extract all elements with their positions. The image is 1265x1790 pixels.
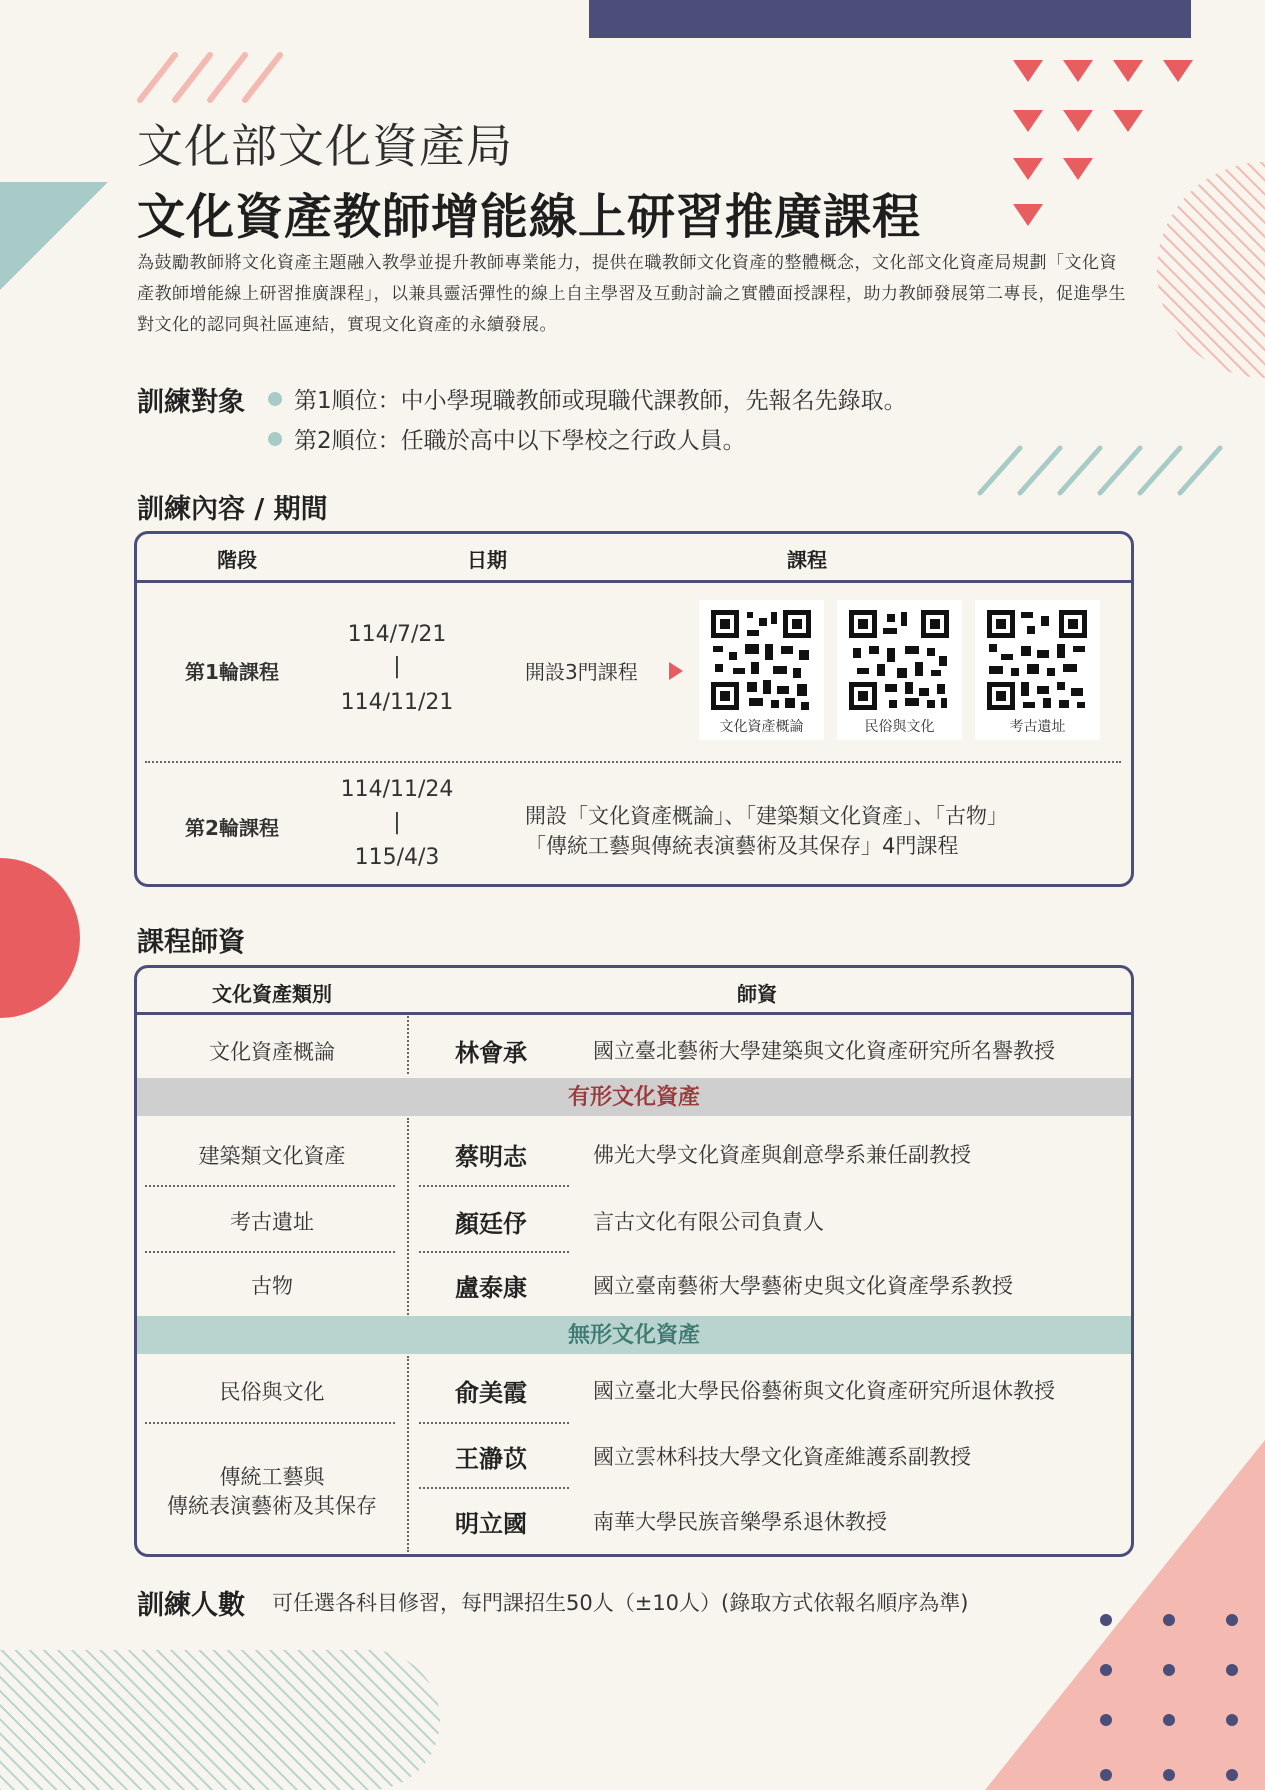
- stage-2-start-date: 114/11/24: [340, 777, 454, 802]
- column-divider: [407, 1356, 409, 1552]
- teacher-affiliation: 佛光大學文化資產與創意學系兼任副教授: [593, 1143, 971, 1167]
- pink-stripes-decoration: [130, 40, 300, 110]
- intro-paragraph: 為鼓勵教師將文化資產主題融入教學並提升教師專業能力，提供在職教師文化資產的整體概念，文化部文化資產局規劃「文化資產教師增能線上研習推廣課程」，以兼具靈活彈性的線上自主學習及互動討論之實體面授課程，助力教師發展第二專長，促進學生對文化的認同與社區連結，實現文化資產的永續發展。: [137, 253, 1126, 335]
- bullet-dot: [268, 392, 282, 406]
- teacher-affiliation: 南華大學民族音樂學系退休教授: [593, 1510, 887, 1534]
- stage-1-label: 第1輪課程: [185, 660, 279, 684]
- stage-2-date-separator: |: [393, 810, 401, 835]
- category-archaeology: 考古遺址: [230, 1210, 314, 1234]
- row-divider: [419, 1422, 569, 1424]
- qr-label-1: 文化資產概論: [719, 719, 804, 735]
- bullet-dot: [268, 432, 282, 446]
- column-divider: [407, 1118, 409, 1318]
- capacity-text: 可任選各科目修習，每門課招生50人（±10人）(錄取方式依報名順序為準): [272, 1591, 969, 1615]
- schedule-table: [134, 531, 1134, 887]
- stage-1-date-separator: |: [393, 654, 401, 679]
- teacher-name: 顏廷伃: [455, 1209, 527, 1238]
- qr-code-course-1[interactable]: [699, 600, 824, 740]
- faculty-table: [134, 965, 1134, 1557]
- teacher-name: 明立國: [455, 1509, 527, 1538]
- col-header-category: 文化資產類別: [212, 982, 332, 1006]
- org-name: 文化部文化資產局: [137, 119, 513, 173]
- play-arrow-icon: [669, 662, 685, 680]
- header-divider: [137, 580, 1131, 583]
- qr-code-course-3[interactable]: [975, 600, 1100, 740]
- faculty-section-title: 課程師資: [137, 927, 245, 958]
- row-divider: [145, 1251, 395, 1253]
- stage-2-course-line2: 「傳統工藝與傳統表演藝術及其保存」4門課程: [525, 834, 959, 858]
- teacher-name: 王瀞苡: [455, 1444, 527, 1473]
- mint-triangle-decoration: [0, 182, 110, 292]
- stage-1-course-text: 開設3門課程: [525, 660, 638, 684]
- mint-stripes-decoration: [970, 438, 1240, 498]
- col-header-course: 課程: [787, 548, 827, 572]
- row-divider: [145, 1185, 395, 1187]
- mint-striped-block-decoration: [0, 1650, 440, 1790]
- qr-code-icon: [987, 610, 1087, 710]
- teacher-affiliation: 國立臺北大學民俗藝術與文化資產研究所退休教授: [593, 1379, 1055, 1403]
- col-header-date: 日期: [467, 548, 507, 572]
- teacher-affiliation: 國立雲林科技大學文化資產維護系副教授: [593, 1445, 971, 1469]
- teacher-affiliation: 國立臺北藝術大學建築與文化資產研究所名譽教授: [593, 1039, 1055, 1063]
- qr-code-course-2[interactable]: [837, 600, 962, 740]
- teacher-name: 林會承: [455, 1038, 527, 1067]
- navy-dots-decoration: [1090, 1610, 1265, 1790]
- row-divider: [145, 761, 1121, 763]
- target-item-2: 第2順位：任職於高中以下學校之行政人員。: [268, 422, 746, 455]
- teacher-name: 盧泰康: [455, 1273, 527, 1302]
- schedule-section-title: 訓練內容 / 期間: [137, 494, 328, 525]
- column-divider: [407, 1016, 409, 1074]
- row-divider: [145, 1422, 395, 1424]
- row-divider: [419, 1251, 569, 1253]
- qr-code-icon: [711, 610, 811, 710]
- top-navy-bar: [589, 0, 1191, 38]
- target-section-title: 訓練對象: [137, 387, 245, 418]
- category-architecture: 建築類文化資產: [198, 1144, 346, 1168]
- coral-half-circle-decoration: [0, 828, 82, 1048]
- row-divider: [419, 1487, 569, 1489]
- qr-label-2: 民俗與文化: [864, 719, 935, 735]
- stage-2-label: 第2輪課程: [185, 816, 279, 840]
- pink-striped-circle-decoration: [1130, 160, 1265, 380]
- category-traditional-arts-line1: 傳統工藝與: [219, 1465, 325, 1489]
- category-antiquities: 古物: [251, 1274, 293, 1298]
- stage-1-start-date: 114/7/21: [347, 622, 447, 647]
- page-title: 文化資產教師增能線上研習推廣課程: [137, 189, 922, 245]
- category-intro: 文化資產概論: [209, 1040, 335, 1064]
- stage-1-end-date: 114/11/21: [340, 690, 454, 715]
- header-divider: [137, 1012, 1131, 1015]
- teacher-affiliation: 國立臺南藝術大學藝術史與文化資產學系教授: [593, 1274, 1013, 1298]
- tangible-band: 有形文化資產: [137, 1078, 1131, 1116]
- stage-2-course-line1: 開設「文化資產概論」、「建築類文化資產」、「古物」: [525, 804, 1008, 828]
- intangible-band: 無形文化資產: [137, 1316, 1131, 1354]
- target-item-1: 第1順位：中小學現職教師或現職代課教師，先報名先錄取。: [268, 382, 907, 415]
- col-header-teacher: 師資: [737, 982, 777, 1006]
- qr-code-icon: [849, 610, 949, 710]
- col-header-stage: 階段: [217, 548, 257, 572]
- category-traditional-arts-line2: 傳統表演藝術及其保存: [167, 1494, 377, 1518]
- row-divider: [419, 1185, 569, 1187]
- stage-2-end-date: 115/4/3: [354, 845, 440, 870]
- qr-label-3: 考古遺址: [1009, 719, 1066, 735]
- teacher-affiliation: 言古文化有限公司負責人: [593, 1210, 824, 1234]
- teacher-name: 俞美霞: [455, 1378, 527, 1407]
- teacher-name: 蔡明志: [455, 1142, 527, 1171]
- category-folklore: 民俗與文化: [219, 1380, 325, 1404]
- capacity-section-title: 訓練人數: [137, 1590, 245, 1621]
